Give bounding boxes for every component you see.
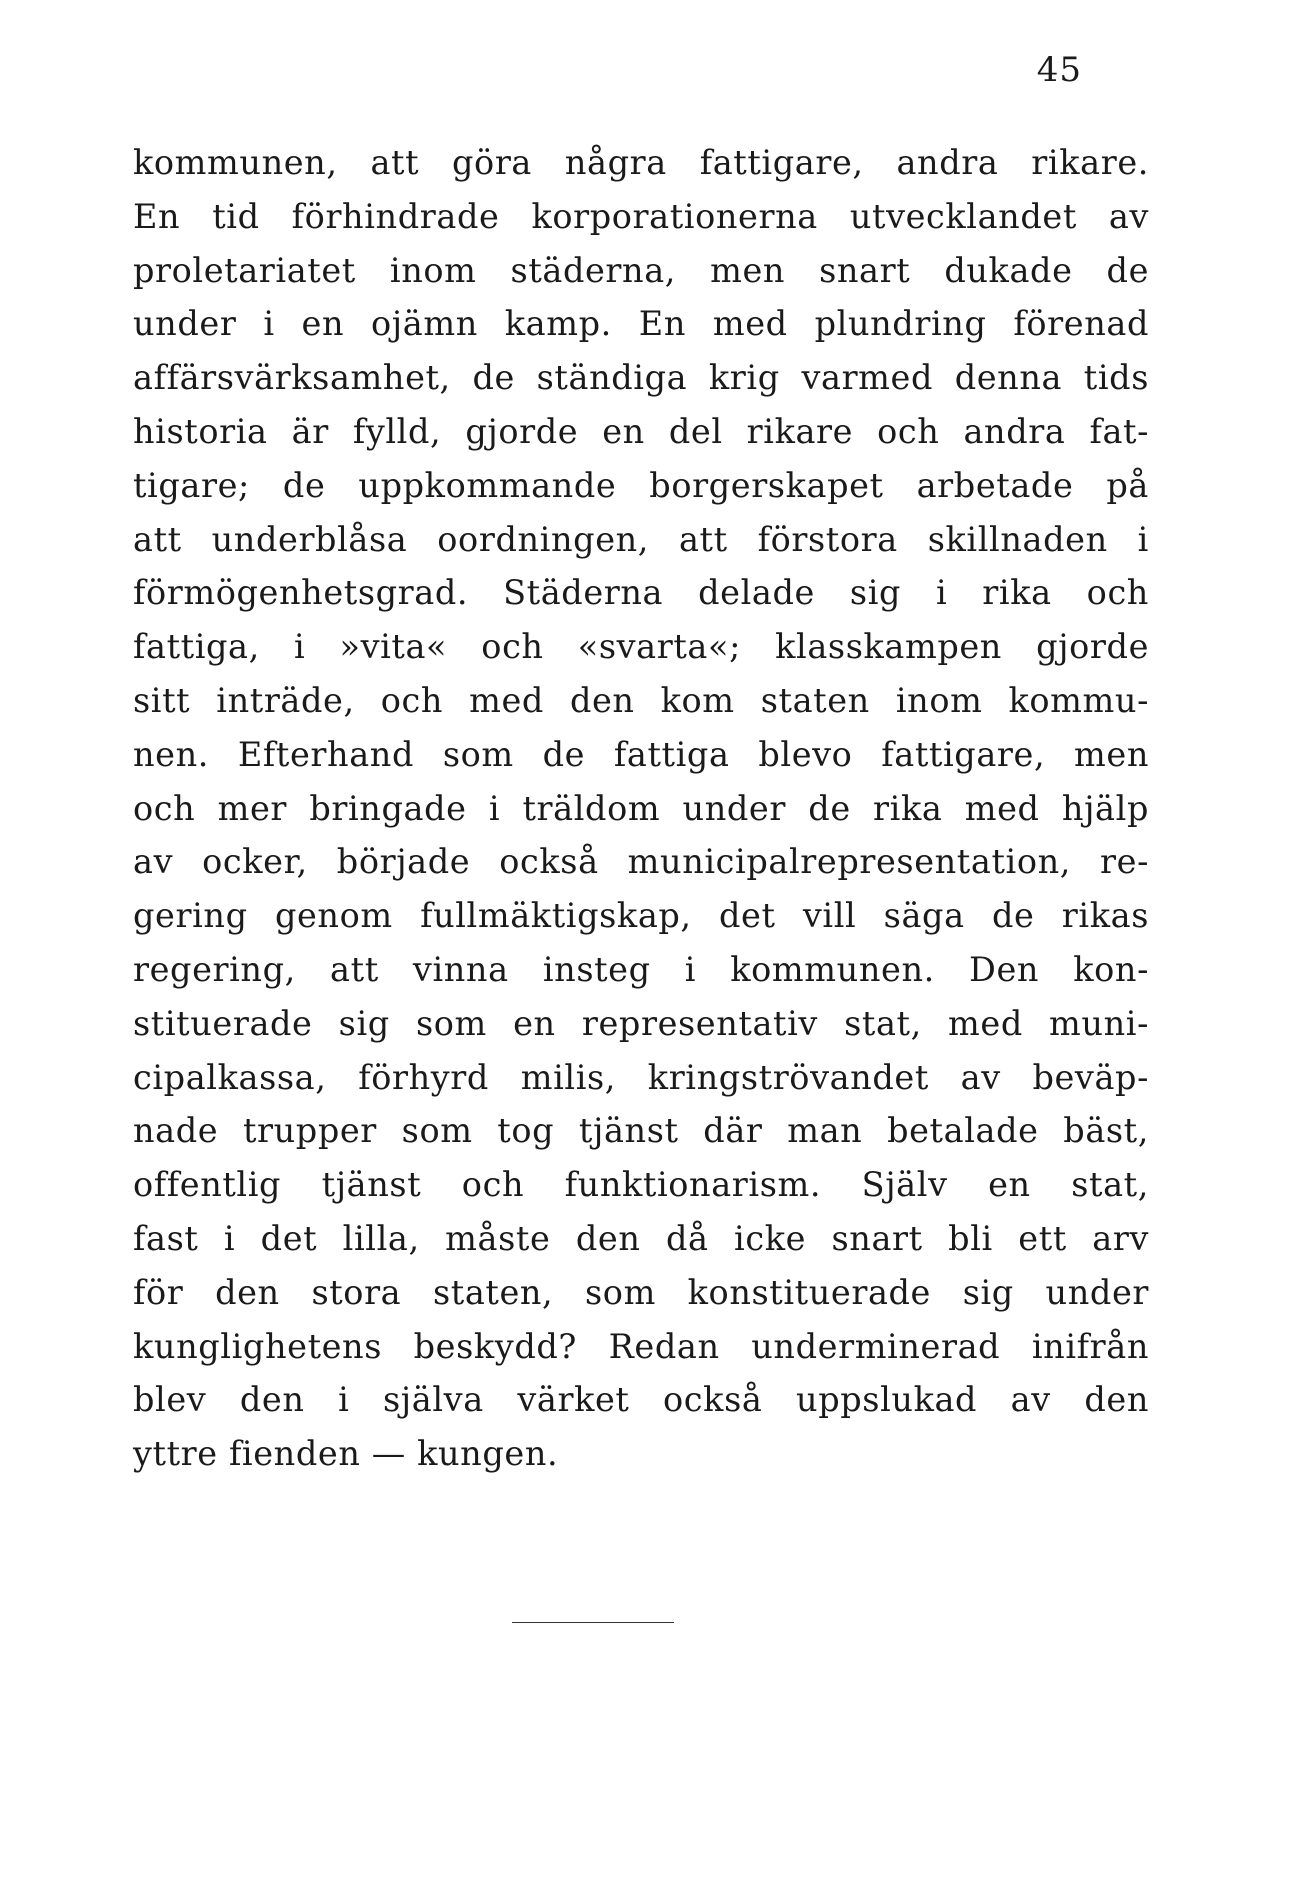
text-line: En tid förhindrade korporationerna utvecklandet av bbox=[133, 196, 1149, 236]
text-line: nade trupper som tog tjänst där man betalade bäst, bbox=[133, 1111, 1149, 1151]
text-line: sitt inträde, och med den kom staten inom kommu- bbox=[133, 680, 1149, 720]
text-line: kunglighetens beskydd? Redan underminerad inifrån bbox=[133, 1326, 1149, 1366]
text-line: under i en ojämn kamp. En med plundring förenad bbox=[133, 304, 1149, 344]
text-line: proletariatet inom städerna, men snart dukade de bbox=[133, 250, 1149, 290]
text-line-last: yttre fienden — kungen. bbox=[133, 1434, 559, 1474]
text-line: cipalkassa, förhyrd milis, kringströvandet av beväp- bbox=[133, 1057, 1149, 1097]
body-text bbox=[133, 136, 1149, 1481]
text-line: kommunen, att göra några fattigare, andra rikare. bbox=[133, 143, 1149, 182]
page-number: 45 bbox=[1036, 50, 1082, 90]
text-line: regering, att vinna insteg i kommunen. Den kon- bbox=[133, 949, 1149, 989]
text-line: blev den i själva värket också uppslukad av den bbox=[133, 1380, 1149, 1420]
text-line: historia är fylld, gjorde en del rikare och andra fat- bbox=[133, 411, 1149, 451]
text-line: förmögenhetsgrad. Städerna delade sig i rika och bbox=[133, 573, 1149, 613]
text-line: för den stora staten, som konstituerade sig under bbox=[133, 1272, 1149, 1312]
text-line: nen. Efterhand som de fattiga blevo fattigare, men bbox=[133, 734, 1149, 774]
text-line: att underblåsa oordningen, att förstora skillnaden i bbox=[133, 519, 1149, 559]
text-line: tigare; de uppkommande borgerskapet arbetade på bbox=[133, 465, 1149, 505]
text-line: affärsvärksamhet, de ständiga krig varmed denna tids bbox=[133, 358, 1149, 398]
text-line: stituerade sig som en representativ stat, med muni- bbox=[133, 1003, 1149, 1043]
text-line: gering genom fullmäktigskap, det vill säga de rikas bbox=[133, 896, 1149, 936]
text-line: av ocker, började också municipalrepresentation, re- bbox=[133, 842, 1149, 882]
text-line: fattiga, i »vita« och «svarta«; klasskampen gjorde bbox=[133, 627, 1149, 667]
text-line: offentlig tjänst och funktionarism. Själv en stat, bbox=[133, 1165, 1149, 1205]
section-divider bbox=[512, 1622, 674, 1623]
text-line: och mer bringade i träldom under de rika med hjälp bbox=[133, 788, 1149, 828]
text-line: fast i det lilla, måste den då icke snart bli ett arv bbox=[133, 1218, 1149, 1258]
